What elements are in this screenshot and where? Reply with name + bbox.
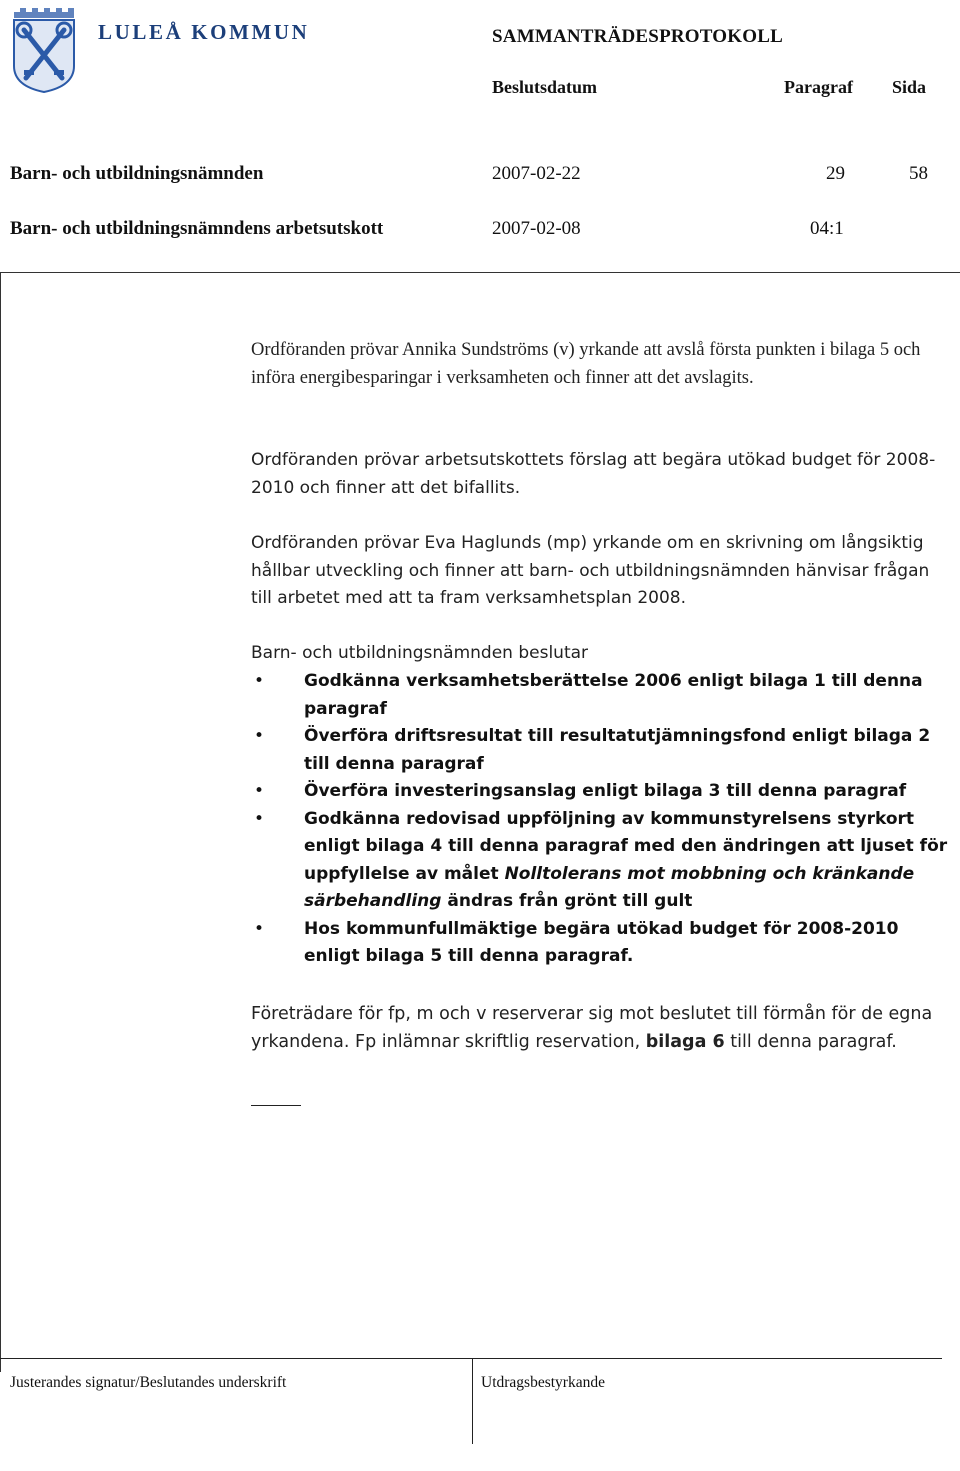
list-item (251, 778, 951, 806)
list-item (251, 668, 951, 723)
decision-text: Överföra investeringsanslag enligt bilaga 3 till denna paragraf (304, 781, 907, 801)
page-number: 58 (909, 163, 928, 184)
extract-certification-label: Utdragsbestyrkande (481, 1374, 605, 1391)
section-end-line (251, 1105, 301, 1106)
decision-text: Hos kommunfullmäktige begära utökad budget för 2008-2010 enligt bilaga 5 till denna paragraf. (304, 918, 899, 966)
page-column-label: Sida (892, 77, 927, 97)
reservation-paragraph (251, 1001, 951, 1056)
municipality-coat-of-arms-logo (10, 4, 78, 94)
reservation-text-end: till denna paragraf. (724, 1031, 897, 1052)
paragraph-vote-budget: Ordföranden prövar arbetsutskottets förslag att begära utökad budget för 2008-2010 och finner att det bifallits. (251, 450, 936, 498)
signature-field-label: Justerandes signatur/Beslutandes underskrift (10, 1374, 287, 1391)
goal-name-italic: Nolltolerans mot mobbning och kränkande särbehandling (304, 863, 915, 911)
bullet-icon: • (253, 918, 265, 939)
decision-date: 2007-02-22 (492, 163, 581, 184)
decision-text: Överföra driftsresultat till resultatutjämningsfond enligt bilaga 2 till denna paragraf (304, 726, 931, 774)
working-committee-date: 2007-02-08 (492, 218, 581, 239)
paragraph-vote-haglund: Ordföranden prövar Eva Haglunds (mp) yrkande om en skrivning om långsiktig hållbar utveckling och finner att barn- och utbildningsnämnden hänvisar frågan till arbetet med att ta fram verksamhetsplan 2008. (251, 533, 930, 608)
list-item (251, 916, 951, 971)
bullet-icon: • (253, 781, 265, 801)
content-frame-left-border (0, 272, 1, 1372)
content-frame-top-border (0, 272, 960, 273)
footer-divider (472, 1358, 473, 1444)
paragraph-vote-sundstrom: Ordföranden prövar Annika Sundströms (v) yrkande att avslå första punkten i bilaga 5 och införa energibesparingar i verksamheten och finner att det avslagits. (251, 340, 921, 388)
date-column-label: Beslutsdatum (492, 77, 598, 97)
working-committee-name: Barn- och utbildningsnämndens arbetsutskott (10, 218, 384, 239)
reservation-attachment-ref: bilaga 6 (645, 1031, 725, 1052)
paragraph-number: 29 (826, 163, 845, 184)
decision-text: Godkänna verksamhetsberättelse 2006 enligt bilaga 1 till denna paragraf (304, 671, 923, 719)
bullet-icon: • (253, 671, 265, 691)
decision-list (251, 668, 951, 971)
bullet-icon: • (253, 808, 265, 829)
list-item (251, 806, 951, 916)
paragraph-column-label: Paragraf (784, 77, 853, 97)
decision-text-end: ändras från grönt till gult (441, 891, 693, 911)
bullet-icon: • (253, 726, 265, 746)
reservation-text-start: Företrädare för fp, m och v reserverar sig mot beslutet till förmån för de egna yrkandena. Fp inlämnar skriftlig reservation, (251, 1004, 933, 1052)
working-committee-paragraph: 04:1 (810, 218, 844, 239)
document-type-title: SAMMANTRÄDESPROTOKOLL (492, 26, 783, 47)
list-item (251, 723, 951, 778)
decision-text-start: Godkänna redovisad uppföljning av kommunstyrelsens styrkort enligt bilaga 4 till denna paragraf med den ändringen att ljuset för uppfyllelse av målet (304, 808, 948, 884)
decision-heading: Barn- och utbildningsnämnden beslutar (251, 643, 589, 663)
organization-name: LULEÅ KOMMUN (98, 20, 310, 44)
committee-name: Barn- och utbildningsnämnden (10, 163, 264, 184)
footer-top-border (0, 1358, 942, 1359)
